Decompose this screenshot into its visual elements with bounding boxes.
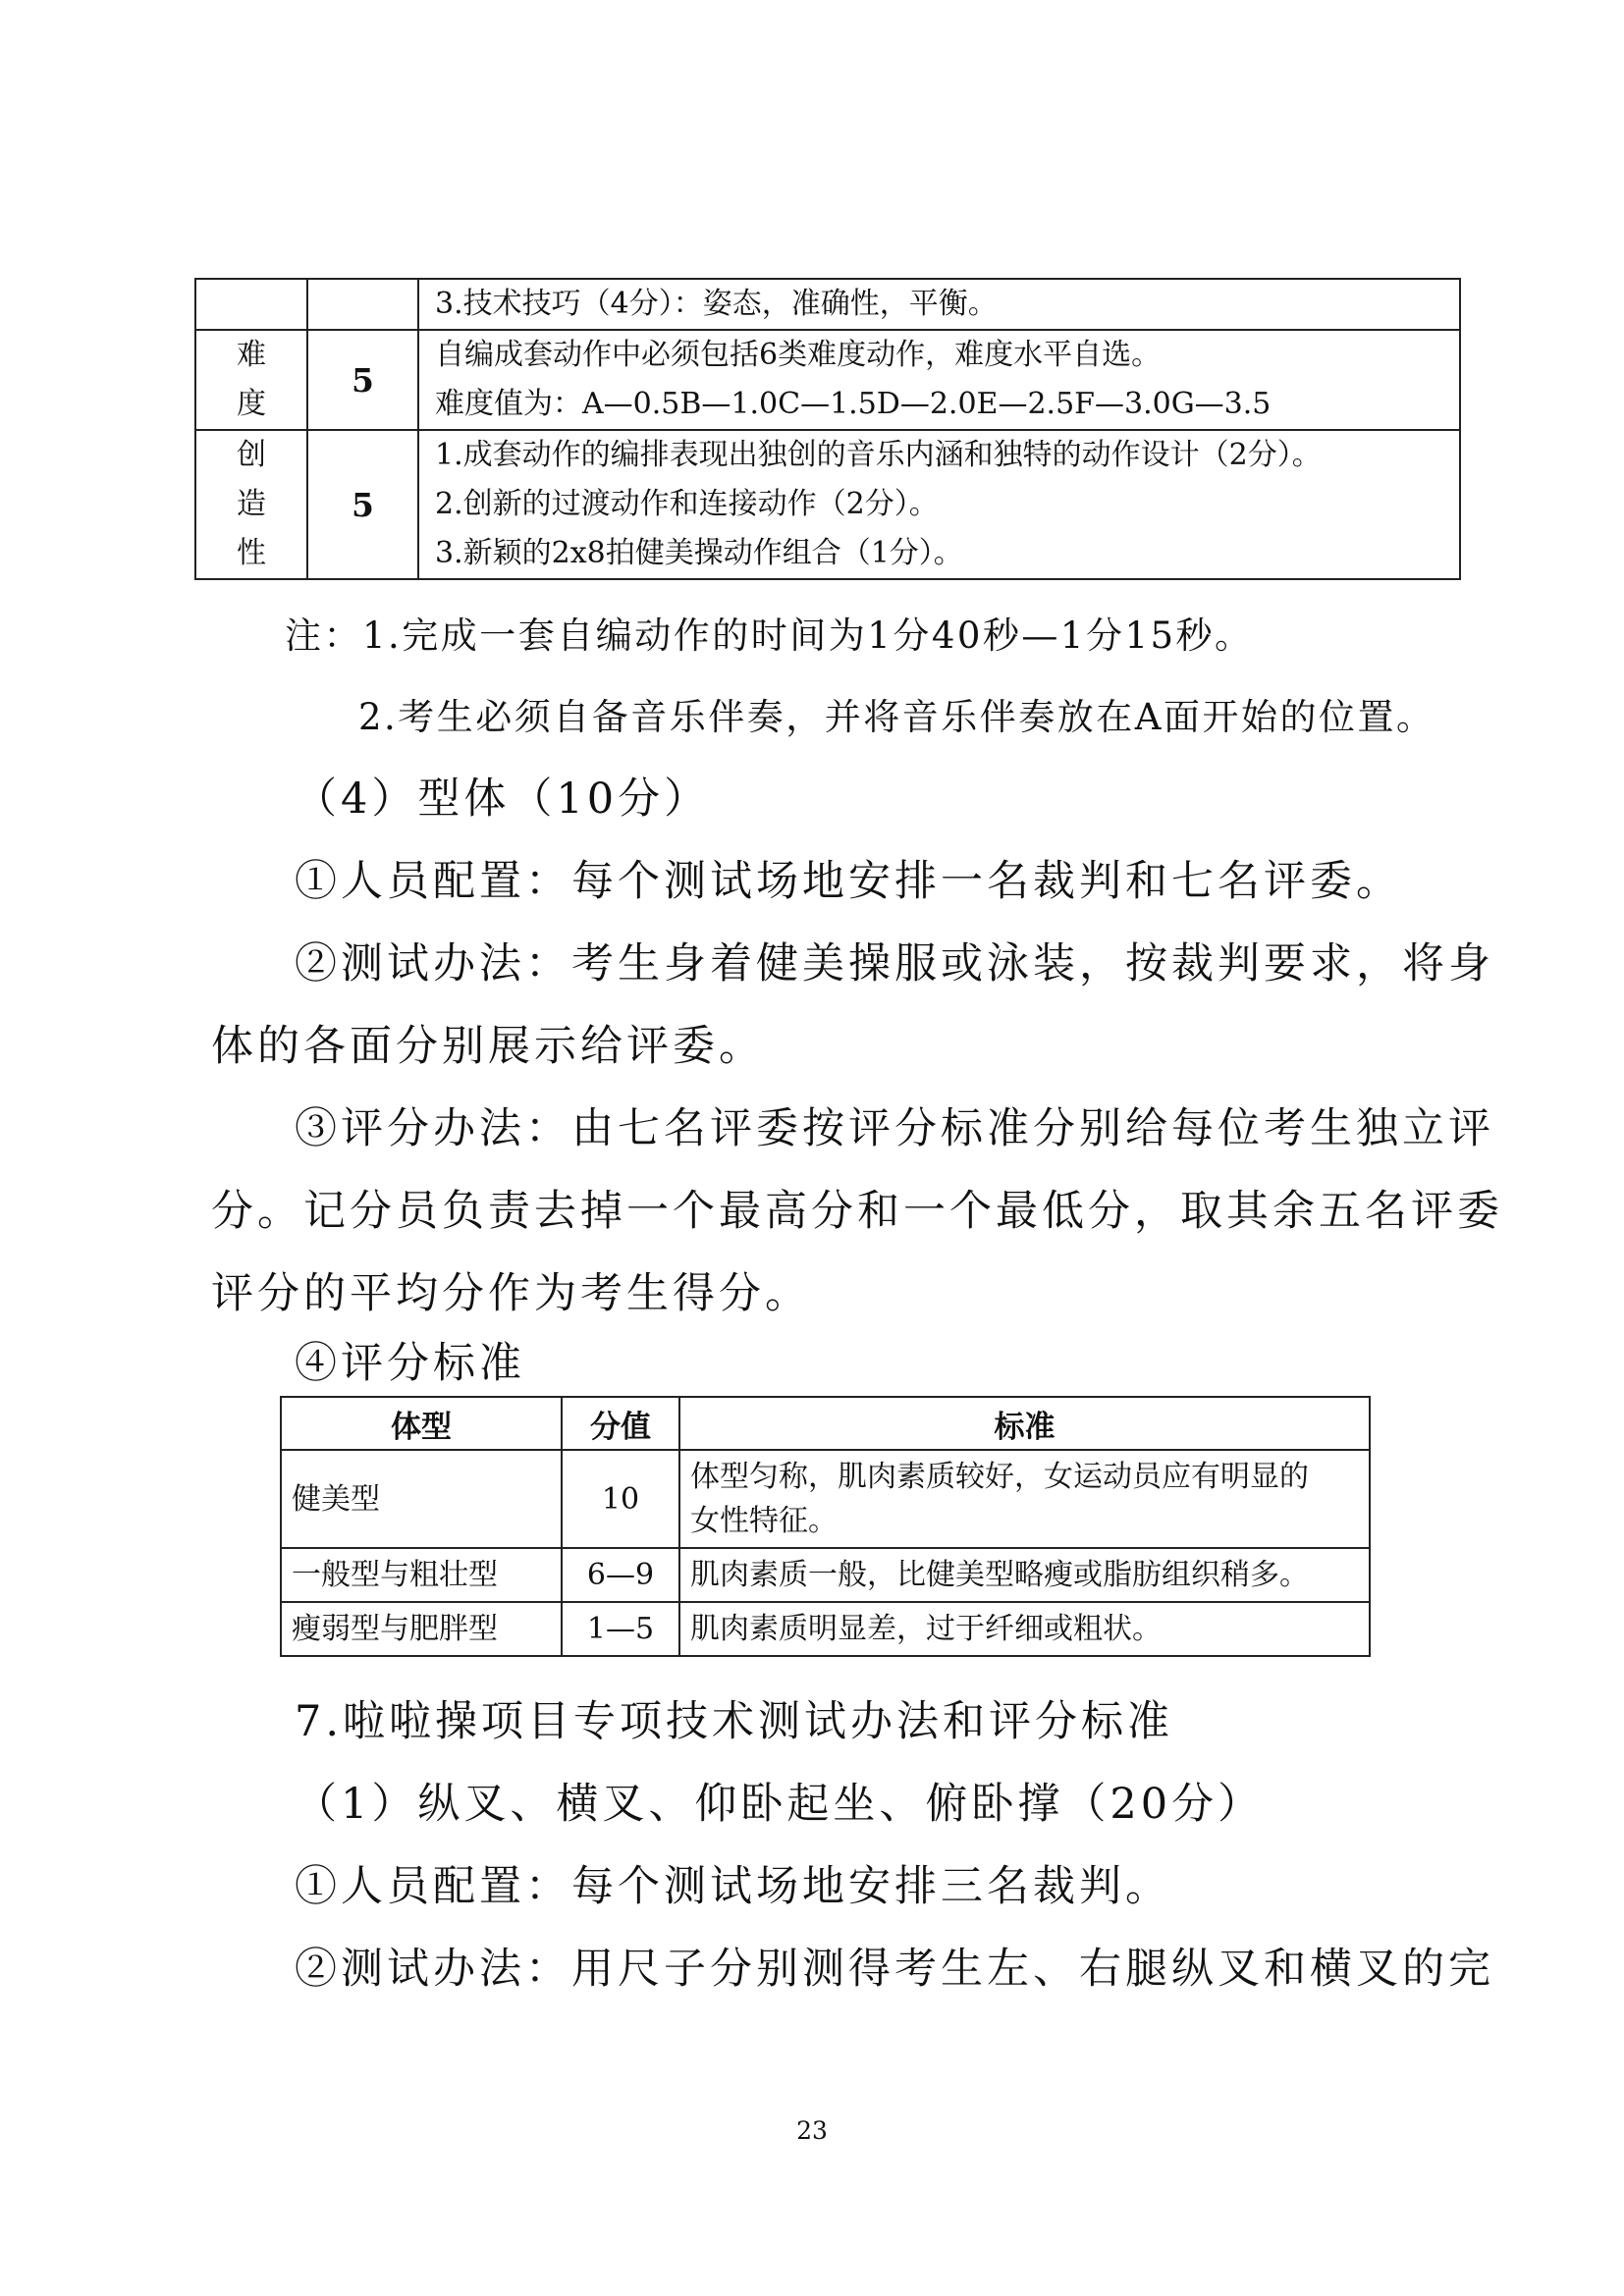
standard-cell (679, 1450, 1370, 1548)
table-header-row (281, 1397, 1370, 1450)
description-cell (418, 430, 1460, 579)
criterion-cell (195, 279, 307, 330)
table-row (195, 279, 1460, 330)
score-cell: 5 (307, 330, 418, 430)
score-cell: 10 (562, 1450, 679, 1548)
description-line: 自编成套动作中必须包括6类难度动作，难度水平自选。 (435, 338, 1162, 372)
section-7-method: ②测试办法：用尺子分别测得考生左、右腿纵叉和横叉的完 (295, 1945, 1494, 1994)
criterion-char: 造 (237, 487, 266, 521)
criterion-char: 性 (237, 536, 266, 570)
body-type-cell: 一般型与粗壮型 (281, 1548, 562, 1602)
score-cell: 5 (307, 430, 418, 579)
section-4-standard-title: ④评分标准 (295, 1339, 525, 1388)
criterion-cell (195, 330, 307, 430)
description-line: 1.成套动作的编排表现出独创的音乐内涵和独特的动作设计（2分）。 (435, 438, 1322, 472)
section-4-staff: ①人员配置：每个测试场地安排一名裁判和七名评委。 (295, 857, 1402, 906)
note-1: 注：1.完成一套自编动作的时间为1分40秒—1分15秒。 (285, 614, 1254, 657)
header-score: 分值 (562, 1397, 679, 1450)
table-row (195, 430, 1460, 579)
section-7-title: 7.啦啦操项目专项技术测试办法和评分标准 (295, 1697, 1174, 1746)
description-line: 3.新颖的2x8拍健美操动作组合（1分）。 (435, 536, 963, 570)
description-cell (418, 330, 1460, 430)
section-4-title: （4）型体（10分） (295, 774, 711, 824)
body-type-scoring-table (280, 1396, 1371, 1657)
description-cell (418, 279, 1460, 330)
score-cell: 6—9 (562, 1548, 679, 1602)
criterion-char: 难 (237, 338, 266, 372)
description-line: 2.创新的过渡动作和连接动作（2分）。 (435, 487, 939, 521)
standard-cell: 肌肉素质明显差，过于纤细或粗状。 (679, 1602, 1370, 1656)
section-4-method-line2: 体的各面分别展示给评委。 (211, 1022, 765, 1071)
criterion-char: 创 (237, 438, 266, 472)
note-2: 2.考生必须自备音乐伴奏，并将音乐伴奏放在A面开始的位置。 (358, 696, 1435, 738)
body-type-cell: 瘦弱型与肥胖型 (281, 1602, 562, 1656)
header-standard: 标准 (679, 1397, 1370, 1450)
table-row (281, 1602, 1370, 1656)
section-4-scoring-line1: ③评分办法：由七名评委按评分标准分别给每位考生独立评 (295, 1104, 1494, 1153)
description-line: 难度值为：A—0.5B—1.0C—1.5D—2.0E—2.5F—3.0G—3.5 (435, 387, 1272, 421)
page-number: 23 (796, 2116, 828, 2145)
table-row (281, 1548, 1370, 1602)
table-row (281, 1450, 1370, 1548)
section-4-method-line1: ②测试办法：考生身着健美操服或泳装，按裁判要求，将身 (295, 939, 1494, 988)
standard-line: 体型匀称，肌肉素质较好，女运动员应有明显的 (690, 1460, 1309, 1494)
section-4-scoring-line2: 分。记分员负责去掉一个最高分和一个最低分，取其余五名评委 (211, 1187, 1503, 1236)
standard-line: 女性特征。 (690, 1504, 838, 1538)
table-row (195, 330, 1460, 430)
criterion-char: 度 (237, 387, 266, 421)
score-cell: 1—5 (562, 1602, 679, 1656)
body-type-cell: 健美型 (281, 1450, 562, 1548)
header-body-type: 体型 (281, 1397, 562, 1450)
description-line: 3.技术技巧（4分）：姿态，准确性，平衡。 (435, 287, 998, 321)
section-4-scoring-line3: 评分的平均分作为考生得分。 (211, 1269, 811, 1318)
score-cell (307, 279, 418, 330)
standard-cell: 肌肉素质一般，比健美型略瘦或脂肪组织稍多。 (679, 1548, 1370, 1602)
criterion-cell (195, 430, 307, 579)
section-7-sub1: （1）纵叉、横叉、仰卧起坐、俯卧撑（20分） (295, 1780, 1265, 1829)
scoring-table-continued (194, 278, 1461, 580)
section-7-staff: ①人员配置：每个测试场地安排三名裁判。 (295, 1862, 1171, 1911)
